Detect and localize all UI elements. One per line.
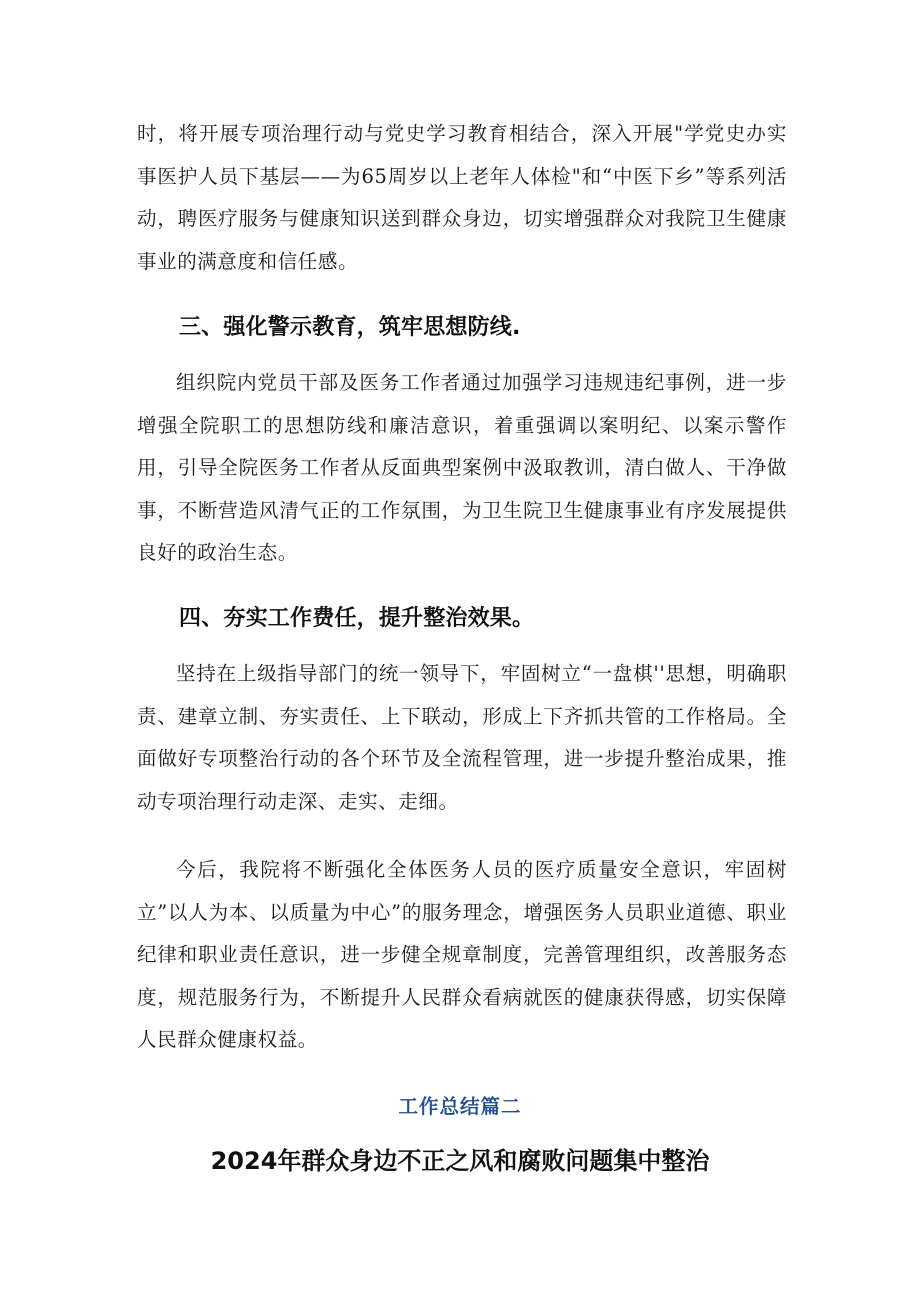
paragraph-future-plans: 今后，我院将不断强化全体医务人员的医疗质量安全意识，牢固树立”以人为本、以质量为中心”的服务理念，增强医务人员职业道德、职业纪律和职业责任意识，进一步健全规章制度，完善管理组织，改善服务态度，规范服务行为，不断提升人民群众看病就医的健康获得感，切实保障人民群众健康权益。 — [137, 858, 787, 1052]
subheading-work-summary: 工作总结篇二 — [398, 1095, 522, 1118]
document-title: 2024年群众身边不正之风和腐败问题集中整治 — [210, 1147, 710, 1175]
paragraph-work-responsibility: 坚持在上级指导部门的统一领导下，牢固树立“一盘棋''思想，明确职责、建章立制、夯实责任、上下联动，形成上下齐抓共管的工作格局。全面做好专项整治行动的各个环节及全流程管理，进一步提升整治成果，推动专项治理行动走深、走实、走细。 — [137, 662, 787, 813]
section-heading-warning-education: 三、强化警示教育，筑牢思想防线. — [179, 315, 521, 340]
paragraph-activities: 时，将开展专项治理行动与党史学习教育相结合，深入开展"学党史办实事医护人员下基层——为65周岁以上老年人体检"和“中医下乡”等系列活动，聘医疗服务与健康知识送到群众身边，切实增强群众对我院卫生健康事业的满意度和信任感。 — [137, 122, 787, 273]
paragraph-warning-education: 组织院内党员干部及医务工作者通过加强学习违规违纪事例，进一步增强全院职工的思想防线和廉洁意识，着重强调以案明纪、以案示警作用，引导全院医务工作者从反面典型案例中汲取教训，清白做人、干净做事，不断营造风清气正的工作氛围，为卫生院卫生健康事业有序发展提供良好的政治生态。 — [137, 371, 787, 565]
section-heading-work-responsibility: 四、夯实工作费任，提升整治效果。 — [179, 606, 535, 631]
